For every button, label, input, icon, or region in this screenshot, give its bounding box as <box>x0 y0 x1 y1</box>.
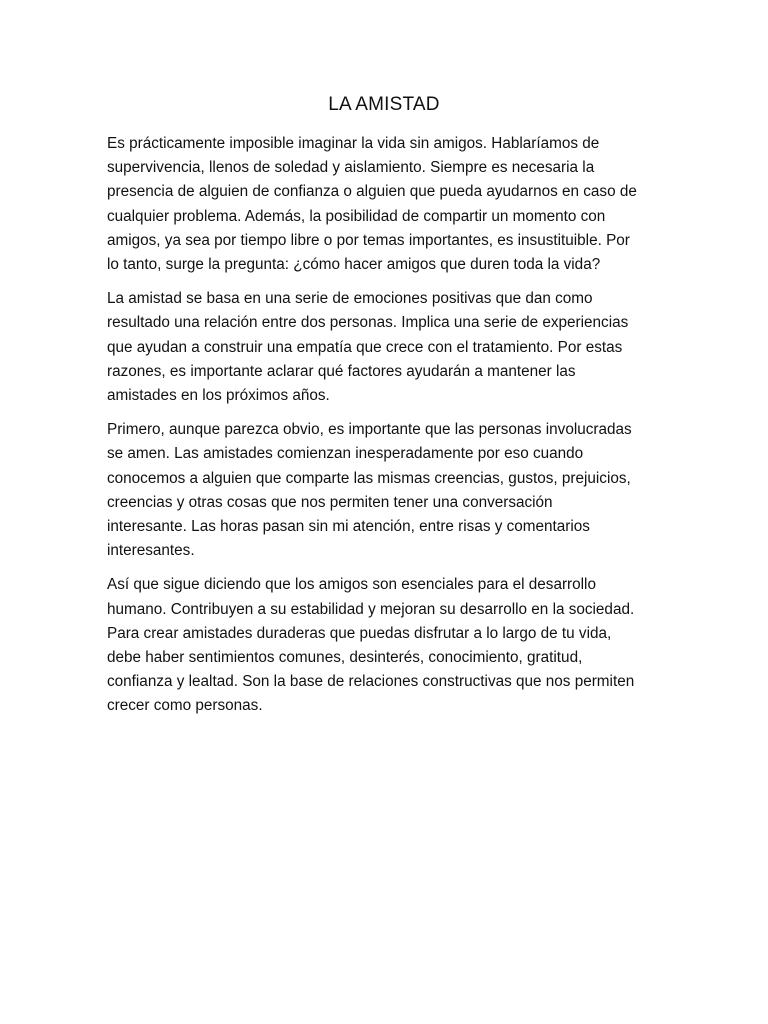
text-line: Para crear amistades duraderas que puedas disfrutar a lo largo de tu vida, <box>107 624 612 642</box>
text-line: amistades en los próximos años. <box>107 387 330 405</box>
document-body <box>107 132 667 729</box>
text-line: presencia de alguien de confianza o alguien que pueda ayudarnos en caso de <box>107 183 637 201</box>
text-line: humano. Contribuyen a su estabilidad y mejoran su desarrollo en la sociedad. <box>107 600 635 618</box>
text-line: se amen. Las amistades comienzan inesperadamente por eso cuando <box>107 445 584 463</box>
text-line: interesante. Las horas pasan sin mi atención, entre risas y comentarios <box>107 518 590 536</box>
paragraph-2 <box>107 287 667 408</box>
text-line: lo tanto, surge la pregunta: ¿cómo hacer amigos que duren toda la vida? <box>107 256 601 274</box>
paragraph-1 <box>107 132 667 277</box>
text-line: cualquier problema. Además, la posibilidad de compartir un momento con <box>107 207 606 225</box>
text-line: creencias y otras cosas que nos permiten tener una conversación <box>107 493 553 511</box>
text-line: La amistad se basa en una serie de emociones positivas que dan como <box>107 290 593 308</box>
text-line: interesantes. <box>107 542 195 560</box>
text-line: confianza y lealtad. Son la base de relaciones constructivas que nos permiten <box>107 673 635 691</box>
text-line: debe haber sentimientos comunes, desinterés, conocimiento, gratitud, <box>107 649 583 667</box>
text-line: supervivencia, llenos de soledad y aislamiento. Siempre es necesaria la <box>107 159 595 177</box>
text-line: razones, es importante aclarar qué factores ayudarán a mantener las <box>107 362 576 380</box>
text-line: Primero, aunque parezca obvio, es importante que las personas involucradas <box>107 421 632 439</box>
text-line: Es prácticamente imposible imaginar la vida sin amigos. Hablaríamos de <box>107 135 600 152</box>
text-line: resultado una relación entre dos personas. Implica una serie de experiencias <box>107 314 629 332</box>
text-line: Así que sigue diciendo que los amigos son esenciales para el desarrollo <box>107 576 596 594</box>
text-line: crecer como personas. <box>107 697 263 715</box>
text-line: amigos, ya sea por tiempo libre o por temas importantes, es insustituible. Por <box>107 231 630 249</box>
text-line: conocemos a alguien que comparte las mismas creencias, gustos, prejuicios, <box>107 469 631 487</box>
paragraph-3 <box>107 418 667 563</box>
text-line: que ayudan a construir una empatía que crece con el tratamiento. Por estas <box>107 338 623 356</box>
document-title: LA AMISTAD <box>328 94 440 115</box>
paragraph-4 <box>107 573 667 718</box>
